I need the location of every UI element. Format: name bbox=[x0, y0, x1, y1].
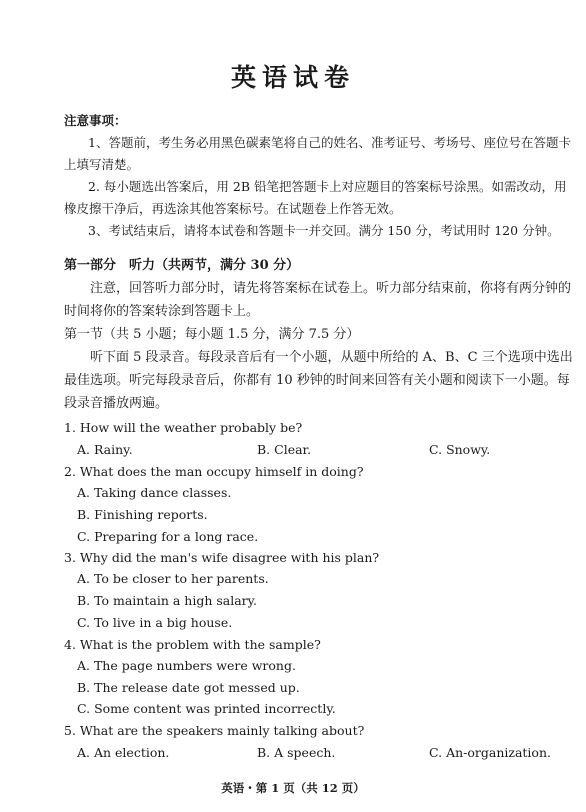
part-title: 第一部分 听力（共两节，满分 30 分） bbox=[64, 258, 300, 273]
option-c: C. An-organization. bbox=[429, 745, 551, 761]
instruction-item: 3、考试结束后，请将本试卷和答题卡一并交回。满分 150 分，考试用时 120 分钟。 bbox=[88, 223, 560, 238]
instruction-item: 1、答题前，考生务必用黑色碳素笔将自己的姓名、准考证号、考场号、座位号在答题卡上填写清楚。 bbox=[64, 135, 571, 172]
option-b: B. Clear. bbox=[257, 442, 312, 457]
question-3: 3. Why did the man's wife disagree with his plan? bbox=[64, 550, 380, 566]
section-intro: 听下面 5 段录音。每段录音后有一个小题，从题中所给的 A、B、C 三个选项中选出最佳选项。听完每段录音后，你都有 10 秒钟的时间来回答有关小题和阅读下一小题。每段录音播放两遍。 bbox=[64, 350, 573, 411]
question-4: 4. What is the problem with the sample? bbox=[64, 636, 321, 652]
question-list bbox=[64, 417, 574, 764]
option-c: C. To live in a big house. bbox=[77, 614, 233, 630]
question-5: 5. What are the speakers mainly talking about? bbox=[64, 723, 365, 739]
instruction-item: 2. 每小题选出答案后，用 2B 铅笔把答题卡上对应题目的答案标号涂黑。如需改动，用橡皮擦干净后，再选涂其他答案标号。在试题卷上作答无效。 bbox=[64, 179, 567, 216]
instructions-block bbox=[64, 110, 574, 242]
instructions-heading: 注意事项： bbox=[64, 113, 127, 128]
question-5-options bbox=[64, 741, 574, 764]
page-footer: 英语・第 1 页（共 12 页） bbox=[221, 781, 365, 795]
option-c: C. Snowy. bbox=[429, 442, 491, 457]
option-c: C. Some content was printed incorrectly. bbox=[77, 701, 336, 717]
option-c: C. Preparing for a long race. bbox=[77, 528, 259, 544]
option-a: A. Taking dance classes. bbox=[77, 485, 232, 500]
option-a: A. The page numbers were wrong. bbox=[77, 657, 296, 673]
option-b: B. To maintain a high salary. bbox=[77, 593, 258, 609]
option-a: A. Rainy. bbox=[77, 442, 133, 457]
question-1-options bbox=[64, 438, 574, 461]
part-intro: 注意，回答听力部分时，请先将答案标在试卷上。听力部分结束前，你将有两分钟的时间将你的答案转涂到答题卡上。 bbox=[64, 281, 572, 319]
listening-part bbox=[64, 255, 574, 415]
question-1: 1. How will the weather probably be? bbox=[64, 420, 303, 435]
option-b: B. The release date got messed up. bbox=[77, 679, 300, 695]
option-a: A. An election. bbox=[77, 745, 170, 761]
option-a: A. To be closer to her parents. bbox=[77, 571, 269, 587]
option-b: B. Finishing reports. bbox=[77, 506, 208, 522]
option-b: B. A speech. bbox=[257, 745, 336, 761]
page-title: 英语试卷 bbox=[230, 63, 355, 92]
section-title: 第一节（共 5 小题；每小题 1.5 分，满分 7.5 分） bbox=[64, 327, 360, 342]
question-2: 2. What does the man occupy himself in doing? bbox=[64, 464, 364, 479]
